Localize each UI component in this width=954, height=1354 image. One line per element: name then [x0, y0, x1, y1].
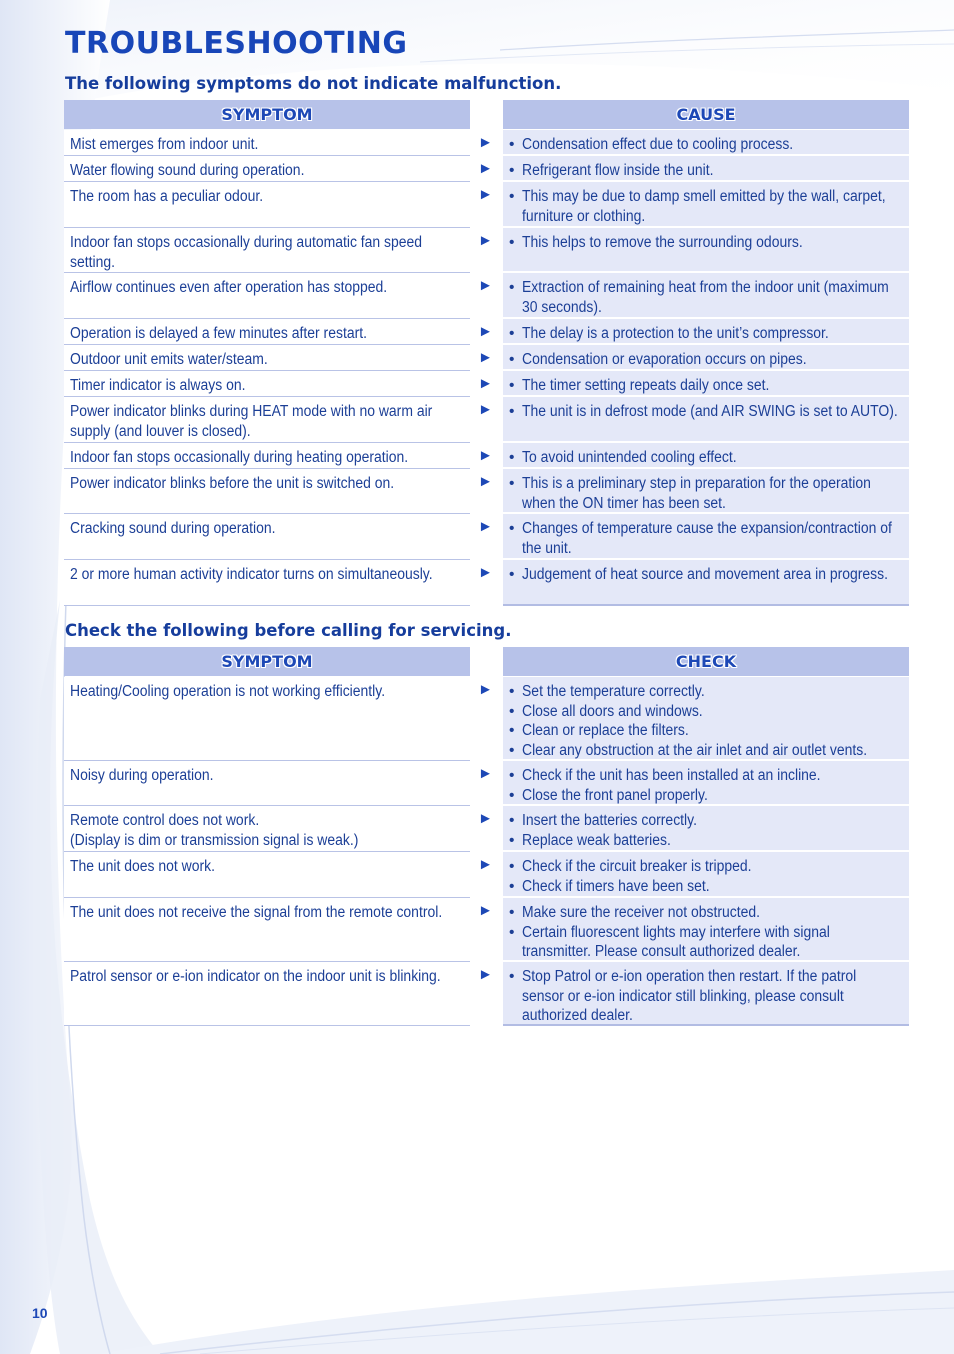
cause-row [64, 228, 909, 273]
cause-text: Changes of temperature cause the expansion/contraction of the unit. [522, 520, 892, 557]
bullet-icon: • [509, 923, 515, 941]
symptom-text: Cracking sound during operation. [70, 520, 276, 537]
cause-cell [503, 319, 909, 345]
cause-item [509, 402, 905, 422]
check-item [509, 857, 905, 877]
cause-cell [503, 560, 909, 606]
bullet-icon: • [509, 351, 515, 368]
symptom-cell [64, 962, 470, 1026]
check-row [64, 761, 909, 806]
cause-row [64, 130, 909, 156]
cause-text: The timer setting repeats daily once set. [522, 377, 770, 394]
cause-item [509, 233, 905, 253]
check-item [509, 682, 905, 702]
check-column-header: CHECK [503, 647, 909, 676]
bullet-icon: • [509, 741, 515, 759]
bullet-icon: • [509, 520, 515, 537]
symptom-text: Patrol sensor or e-ion indicator on the indoor unit is blinking. [70, 968, 441, 985]
arrow-right-icon: ► [478, 902, 493, 919]
symptom-cell [64, 371, 470, 397]
bullet-icon: • [509, 566, 515, 583]
cause-text: This helps to remove the surrounding odours. [522, 234, 803, 251]
cause-row [64, 443, 909, 469]
bullet-icon: • [509, 403, 515, 420]
arrow-right-icon: ► [478, 966, 493, 983]
cause-text: Extraction of remaining heat from the indoor unit (maximum 30 seconds). [522, 279, 889, 316]
symptom-cell [64, 514, 470, 560]
bullet-icon: • [509, 188, 515, 205]
cause-cell [503, 228, 909, 273]
bullet-icon: • [509, 786, 515, 804]
bullet-icon: • [509, 162, 515, 179]
check-cell [503, 852, 909, 898]
check-row [64, 852, 909, 898]
bullet-icon: • [509, 377, 515, 394]
check-item [509, 811, 905, 831]
check-text: Check if the unit has been installed at an incline. [522, 767, 821, 784]
arrow-right-icon: ► [478, 856, 493, 873]
cause-text: Condensation effect due to cooling process. [522, 136, 794, 153]
symptom-cell [64, 852, 470, 898]
cause-item [509, 519, 905, 558]
arrow-right-icon: ► [478, 323, 493, 340]
check-cell [503, 761, 909, 806]
check-text: Check if timers have been set. [522, 877, 710, 895]
symptom-text: Indoor fan stops occasionally during heating operation. [70, 449, 409, 466]
section-heading-no-malfunction: The following symptoms do not indicate malfunction. [65, 74, 562, 93]
symptom-text: Timer indicator is always on. [70, 377, 246, 394]
cause-text: Judgement of heat source and movement area in progress. [522, 566, 889, 583]
cause-item [509, 448, 905, 468]
check-text: Make sure the receiver not obstructed. [522, 904, 761, 921]
symptom-cell [64, 397, 470, 443]
cause-row [64, 514, 909, 560]
cause-text: Condensation or evaporation occurs on pipes. [522, 351, 807, 368]
cause-row [64, 345, 909, 371]
check-item [509, 741, 905, 761]
arrow-right-icon: ► [478, 564, 493, 581]
symptom-cell [64, 469, 470, 514]
page-title: TROUBLESHOOTING [65, 26, 408, 61]
symptom-text: Outdoor unit emits water/steam. [70, 351, 268, 368]
section-heading-check-before-servicing: Check the following before calling for servicing. [65, 621, 512, 640]
check-text: Stop Patrol or e-ion operation then restart. If the patrol sensor or e-ion indicator still blinking, please consult authorized dealer. [522, 968, 857, 1024]
check-text: Replace weak batteries. [522, 831, 671, 849]
cause-row [64, 273, 909, 319]
bullet-icon: • [509, 702, 515, 720]
bullet-icon: • [509, 877, 515, 895]
symptom-cell [64, 273, 470, 319]
symptom-text: Indoor fan stops occasionally during automatic fan speed setting. [70, 234, 423, 271]
arrow-right-icon: ► [478, 160, 493, 177]
symptom-cell [64, 443, 470, 469]
cause-cell [503, 345, 909, 371]
check-cell [503, 962, 909, 1026]
symptom-text: The room has a peculiar odour. [70, 188, 264, 205]
cause-text: The unit is in defrost mode (and AIR SWING is set to AUTO). [522, 403, 898, 420]
check-item [509, 967, 905, 1026]
cause-text: The delay is a protection to the unit’s compressor. [522, 325, 829, 342]
bullet-icon: • [509, 234, 515, 251]
arrow-right-icon: ► [478, 447, 493, 464]
cause-cell [503, 443, 909, 469]
cause-text: Refrigerant flow inside the unit. [522, 162, 714, 179]
bullet-icon: • [509, 904, 515, 921]
check-item [509, 877, 905, 897]
symptom-cell [64, 560, 470, 606]
check-text: Set the temperature correctly. [522, 683, 705, 700]
symptom-text: Noisy during operation. [70, 767, 214, 784]
symptom-cell [64, 677, 470, 761]
cause-row [64, 397, 909, 443]
symptom-text: Mist emerges from indoor unit. [70, 136, 259, 153]
bullet-icon: • [509, 449, 515, 466]
cause-item [509, 135, 905, 155]
check-item [509, 831, 905, 851]
check-row [64, 962, 909, 1026]
check-text: Clean or replace the filters. [522, 722, 689, 739]
check-text: Close all doors and windows. [522, 702, 703, 720]
cause-cell [503, 273, 909, 319]
cause-item [509, 324, 905, 344]
cause-row [64, 156, 909, 182]
symptom-cell [64, 319, 470, 345]
arrow-right-icon: ► [478, 349, 493, 366]
symptom-cell [64, 228, 470, 273]
check-row [64, 806, 909, 852]
symptom-text: Power indicator blinks before the unit is switched on. [70, 475, 395, 492]
bullet-icon: • [509, 325, 515, 342]
arrow-right-icon: ► [478, 810, 493, 827]
check-item [509, 721, 905, 741]
arrow-right-icon: ► [478, 375, 493, 392]
cause-item [509, 565, 905, 585]
arrow-right-icon: ► [478, 232, 493, 249]
cause-row [64, 319, 909, 345]
cause-column-header: CAUSE [503, 100, 909, 129]
arrow-right-icon: ► [478, 186, 493, 203]
symptom-cell [64, 761, 470, 806]
cause-row [64, 560, 909, 606]
cause-item [509, 161, 905, 181]
check-cell [503, 806, 909, 852]
cause-row [64, 371, 909, 397]
cause-row [64, 182, 909, 228]
symptom-text: Water flowing sound during operation. [70, 162, 305, 179]
cause-item [509, 187, 905, 226]
symptom-text: Airflow continues even after operation has stopped. [70, 279, 388, 296]
cause-cell [503, 514, 909, 560]
check-cell [503, 898, 909, 962]
check-row [64, 677, 909, 761]
bullet-icon: • [509, 683, 515, 700]
symptom-text: Operation is delayed a few minutes after restart. [70, 325, 367, 342]
check-text: Clear any obstruction at the air inlet and air outlet vents. [522, 741, 868, 759]
cause-item [509, 474, 905, 513]
arrow-right-icon: ► [478, 681, 493, 698]
check-cell [503, 677, 909, 761]
cause-text: This is a preliminary step in preparation for the operation when the ON timer has been set. [522, 475, 871, 512]
cause-item [509, 376, 905, 396]
symptom-column-header-2: SYMPTOM [64, 647, 470, 676]
check-item [509, 786, 905, 806]
symptom-text: Heating/Cooling operation is not working efficiently. [70, 683, 386, 700]
cause-item [509, 350, 905, 370]
cause-cell [503, 469, 909, 514]
symptom-text: The unit does not work. [70, 858, 216, 875]
arrow-right-icon: ► [478, 401, 493, 418]
bullet-icon: • [509, 831, 515, 849]
symptom-cell [64, 156, 470, 182]
bullet-icon: • [509, 767, 515, 784]
bullet-icon: • [509, 812, 515, 829]
symptom-text: 2 or more human activity indicator turns on simultaneously. [70, 566, 433, 583]
bullet-icon: • [509, 968, 515, 985]
bullet-icon: • [509, 279, 515, 296]
check-text: Insert the batteries correctly. [522, 812, 697, 829]
cause-cell [503, 182, 909, 228]
symptom-cell [64, 345, 470, 371]
check-text: Close the front panel properly. [522, 786, 708, 804]
bullet-icon: • [509, 136, 515, 153]
arrow-right-icon: ► [478, 473, 493, 490]
symptom-cell [64, 806, 470, 852]
cause-text: To avoid unintended cooling effect. [522, 449, 737, 466]
bullet-icon: • [509, 858, 515, 875]
arrow-right-icon: ► [478, 765, 493, 782]
bullet-icon: • [509, 722, 515, 739]
cause-cell [503, 371, 909, 397]
cause-text: This may be due to damp smell emitted by the wall, carpet, furniture or clothing. [522, 188, 886, 225]
cause-row [64, 469, 909, 514]
symptom-text: The unit does not receive the signal from the remote control. [70, 904, 443, 921]
arrow-right-icon: ► [478, 134, 493, 151]
symptom-text: Remote control does not work. (Display is dim or transmission signal is weak.) [70, 812, 359, 849]
symptom-column-header: SYMPTOM [64, 100, 470, 129]
page-number: 10 [32, 1305, 48, 1321]
symptom-cell [64, 130, 470, 156]
check-text: Check if the circuit breaker is tripped. [522, 858, 752, 875]
symptom-cell [64, 182, 470, 228]
bullet-icon: • [509, 475, 515, 492]
check-item [509, 903, 905, 923]
cause-cell [503, 130, 909, 156]
arrow-right-icon: ► [478, 518, 493, 535]
check-item [509, 702, 905, 722]
cause-item [509, 278, 905, 317]
check-row [64, 898, 909, 962]
check-text: Certain fluorescent lights may interfere with signal transmitter. Please consult authorized dealer. [522, 923, 830, 960]
cause-cell [503, 397, 909, 443]
symptom-cell [64, 898, 470, 962]
check-item [509, 923, 905, 962]
cause-cell [503, 156, 909, 182]
symptom-text: Power indicator blinks during HEAT mode with no warm air supply (and louver is closed). [70, 403, 433, 440]
check-item [509, 766, 905, 786]
arrow-right-icon: ► [478, 277, 493, 294]
